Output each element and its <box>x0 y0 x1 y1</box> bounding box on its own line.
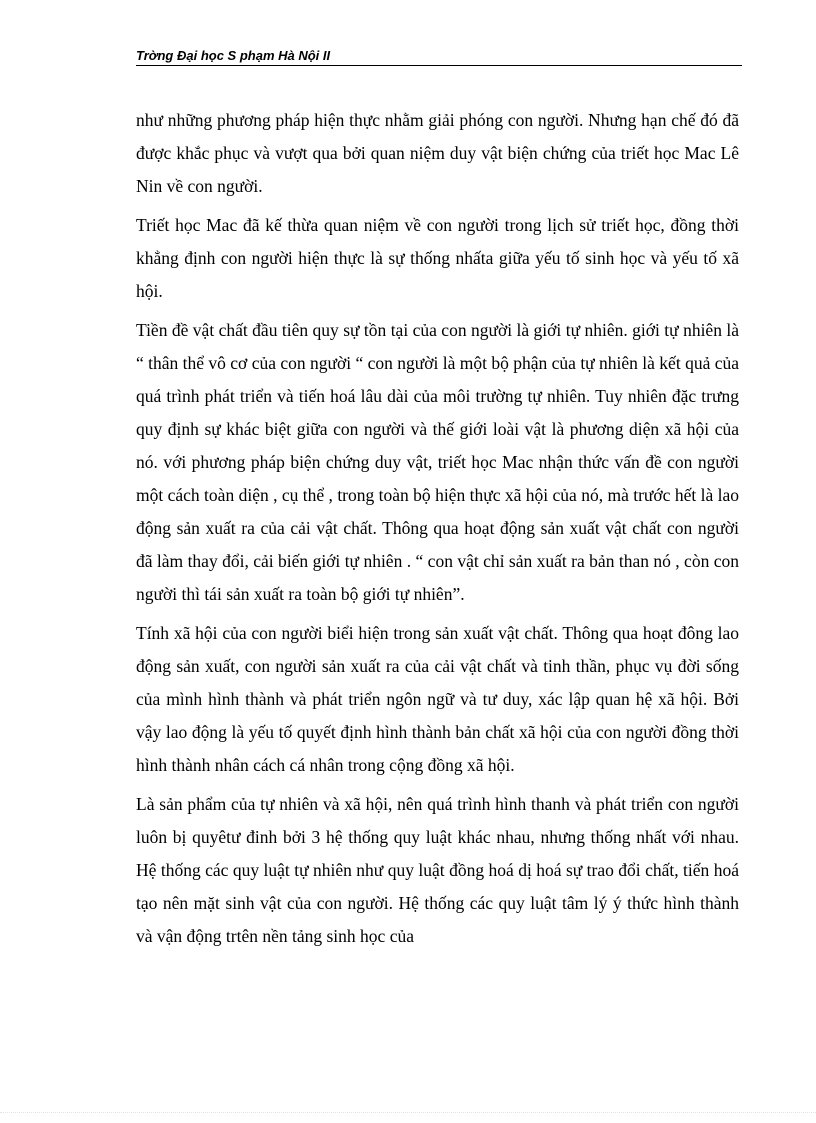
paragraph-1: như những phương pháp hiện thực nhằm giải phóng con người. Nhưng hạn chế đó đã được khắc phục và vượt qua bởi quan niệm duy vật biện chứng của triết học Mac Lê Nin về con người. <box>136 110 739 196</box>
page-header: Trờng Đại học S phạm Hà Nội II <box>136 48 742 66</box>
paragraph-2: Triết học Mac đã kế thừa quan niệm về con người trong lịch sử triết học, đồng thời khẳng định con người hiện thực là sự thống nhấta giữa yếu tố sinh học và yếu tố xã hội. <box>136 215 739 301</box>
paragraph-5: Là sản phẩm của tự nhiên và xã hội, nên quá trình hình thanh và phát triển con người luôn bị quyêtư đinh bởi 3 hệ thống quy luật khác nhau, nhưng thống nhất với nhau. Hệ thống các quy luật tự nhiên như quy luật đồng hoá dị hoá sự trao đổi chất, tiến hoá tạo nên mặt sinh vật của con người. Hệ thống các quy luật tâm lý ý thức hình thành và vận động trtên nền tảng sinh học của <box>136 794 739 946</box>
document-body <box>136 104 739 959</box>
paragraph-4: Tính xã hội của con người biểi hiện trong sản xuất vật chất. Thông qua hoạt đông lao động sản xuất, con người sản xuất ra của cải vật chất và tinh thần, phục vụ đời sống của mình hình thành và phát triển ngôn ngữ và tư duy, xác lập quan hệ xã hội. Bởi vậy lao động là yếu tố quyết định hình thành bản chất xã hội của con người đồng thời hình thành nhân cách cá nhân trong cộng đồng xã hội. <box>136 623 739 775</box>
paragraph-3: Tiền đề vật chất đầu tiên quy sự tồn tại của con người là giới tự nhiên. giới tự nhiên là “ thân thể vô cơ của con người “ con người là một bộ phận của tự nhiên là kết quả của quá trình phát triển và tiến hoá lâu dài của môi trường tự nhiên. Tuy nhiên đặc trưng quy định sự khác biệt giữa con người và thế giới loài vật là phương diện xã hội của nó. với phương pháp biện chứng duy vật, triết học Mac nhận thức vấn đề con người một cách toàn diện , cụ thể , trong toàn bộ hiện thực xã hội của nó, mà trước hết là lao động sản xuất ra của cải vật chất. Thông qua hoạt động sản xuất vật chất con người đã làm thay đổi, cải biến giới tự nhiên . “ con vật chỉ sản xuất ra bản than nó , còn con người thì tái sản xuất ra toàn bộ giới tự nhiên”. <box>136 320 739 604</box>
page-bottom-divider <box>0 1112 816 1113</box>
